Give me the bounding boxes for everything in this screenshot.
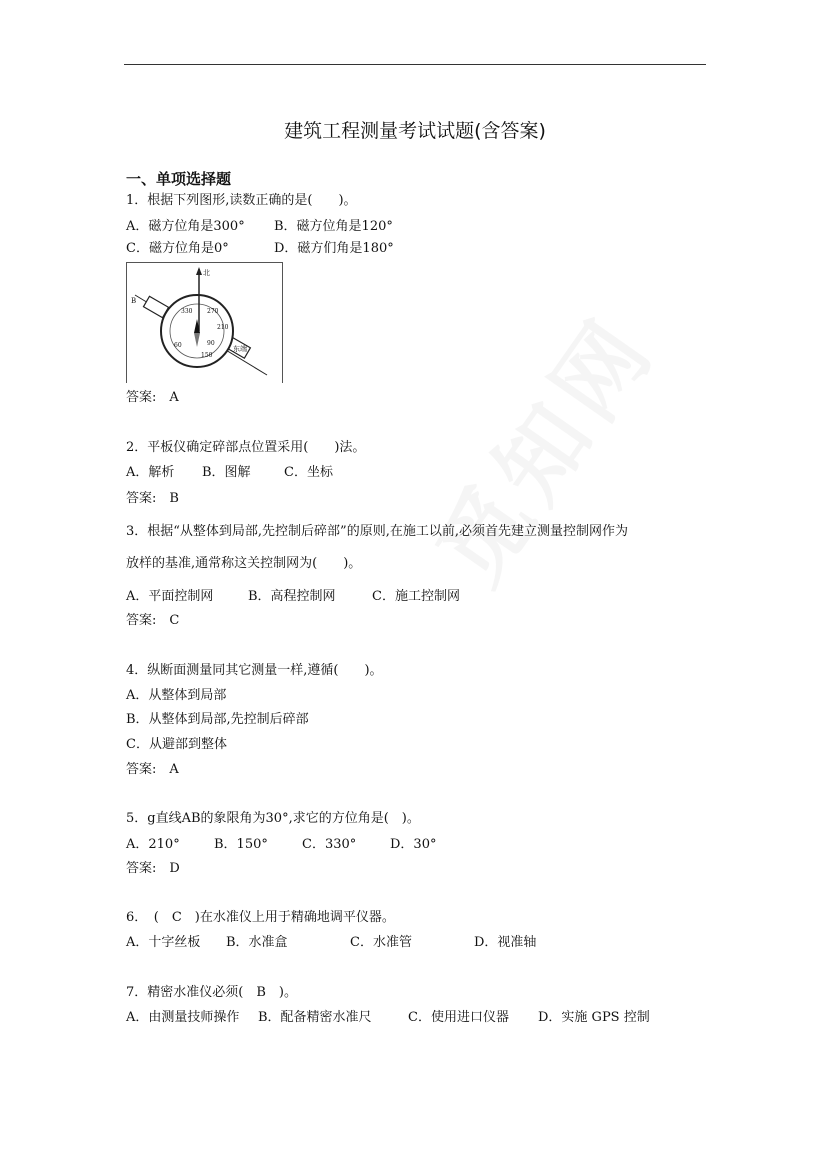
svg-text:90: 90 [207,340,215,347]
question-4-stem: 4．纵断面测量同其它测量一样,遵循( )。 [126,663,383,678]
question-1-answer: 答案: A [126,390,179,405]
question-2-options: A．解析 B．图解 C．坐标 [126,465,333,480]
watermark [401,285,680,605]
north-label: 北 [203,269,210,277]
question-5-stem: 5．g直线AB的象限角为30°,求它的方位角是( )。 [126,811,420,826]
question-6-stem: 6． ( C )在水准仪上用于精确地调平仪器。 [126,910,395,925]
question-1-stem: 1．根据下列图形,读数正确的是( )。 [126,193,357,208]
question-5-options: A．210° B．150° C．330° D．30° [126,837,437,852]
section-heading: 一、单项选择题 [126,170,232,188]
east-label: 东端 [233,345,247,353]
question-3-stem: 3．根据“从整体到局部,先控制后碎部”的原则,在施工以前,必须首先建立测量控制网作为 [126,524,628,539]
question-6-options: A．十字丝板 B．水准盒 C．水准管 D．视准轴 [126,935,537,950]
option-a: A．磁方位角是300° [126,219,245,234]
svg-text:60: 60 [174,342,182,349]
svg-text:270: 270 [207,308,219,315]
question-3-options: A．平面控制网 B．高程控制网 C．施工控制网 [126,589,460,604]
question-4-option-b: B．从整体到局部,先控制后碎部 [126,712,309,727]
svg-text:150: 150 [201,352,213,359]
question-3-answer: 答案: C [126,613,180,628]
question-2-stem: 2．平板仪确定碎部点位置采用( )法。 [126,440,366,455]
svg-text:210: 210 [217,324,229,331]
question-7-stem: 7．精密水准仪必须( B )。 [126,985,297,1000]
header-rule [124,64,706,65]
question-4-option-a: A．从整体到局部 [126,688,227,703]
compass-figure [126,262,283,383]
option-d: D．磁方们角是180° [274,241,394,256]
page-title: 建筑工程测量考试试题(含答案) [284,120,546,142]
question-2-answer: 答案: B [126,491,179,506]
question-1-options-row2 [126,240,394,258]
point-label: B [131,297,137,305]
question-3-stem-cont: 放样的基准,通常称这关控制网为( )。 [126,556,362,571]
compass-diagram [127,263,282,383]
question-5-answer: 答案: D [126,861,180,876]
question-7-options: A．由测量技师操作 B．配备精密水准尺 C．使用进口仪器 D．实施 GPS 控制 [126,1010,650,1025]
option-b: B．磁方位角是120° [274,219,393,234]
question-4-answer: 答案: A [126,762,179,777]
question-4-option-c: C．从避部到整体 [126,737,227,752]
question-1-options-row1 [126,218,393,236]
option-c: C．磁方位角是0° [126,241,229,256]
svg-text:330: 330 [181,308,193,315]
